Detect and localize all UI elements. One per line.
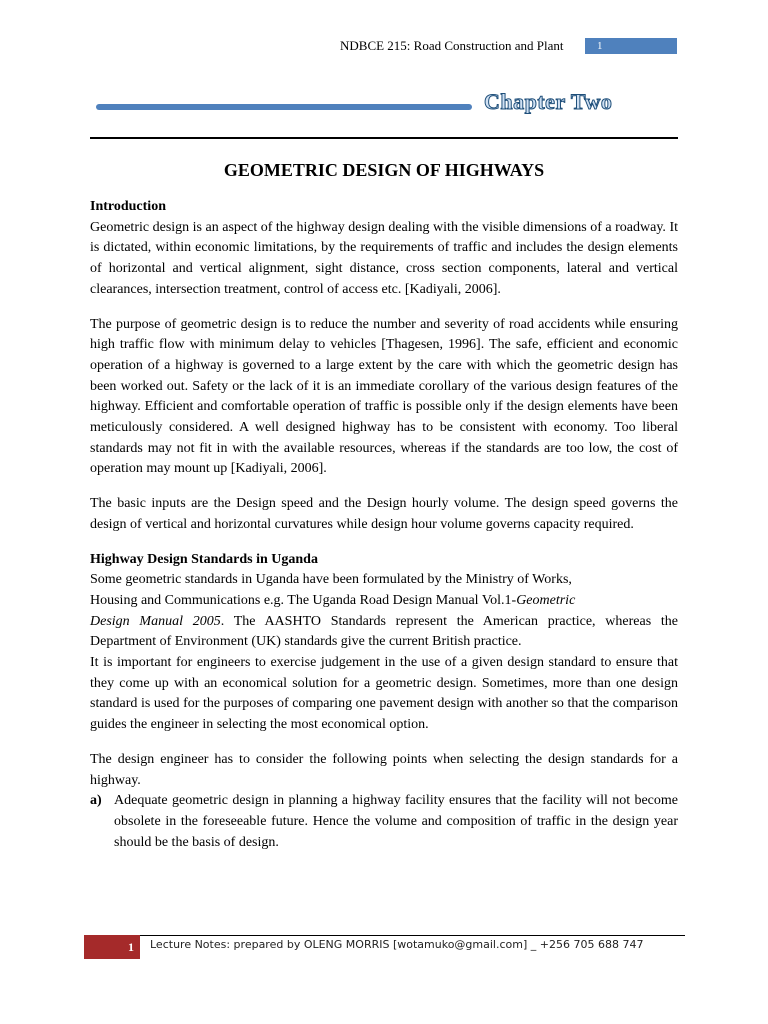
intro-heading: Introduction bbox=[90, 199, 166, 214]
footer-page-number: 1 bbox=[84, 935, 140, 959]
standards-paragraph-2: It is important for engineers to exercise judgement in the use of a given design standard to ensure that they come up with an economical solution for a geometric design. Sometimes, more than one design standard is used for the purposes of comparing one pavement design with another so that the comparison guides the engineer in selecting the most economical option. bbox=[90, 655, 678, 733]
standards-line-1: Some geometric standards in Uganda have been formulated by the Ministry of Works, bbox=[90, 572, 572, 588]
standards-line-3-italic: Design Manual 2005 bbox=[90, 613, 221, 629]
footer-rule bbox=[140, 935, 685, 936]
list-item bbox=[90, 791, 678, 853]
intro-paragraph-1: Geometric design is an aspect of the highway design dealing with the visible dimensions of a roadway. It is dictated, within economic limitations, by the requirements of traffic and includes the design elements of horizontal and vertical alignment, sight distance, cross section components, lateral and vertical clearances, intersection treatment, control of access etc. [Kadiyali, 2006]. bbox=[90, 219, 678, 297]
list-item-label: a) bbox=[90, 793, 102, 809]
page-title: GEOMETRIC DESIGN OF HIGHWAYS bbox=[223, 160, 545, 180]
header-page-number: 1 bbox=[585, 38, 677, 54]
standards-heading: Highway Design Standards in Uganda bbox=[90, 551, 318, 567]
standards-line-2: Housing and Communications e.g. The Uganda Road Design Manual Vol.1- bbox=[90, 592, 517, 608]
chapter-rule bbox=[96, 104, 472, 110]
standards-line-2-italic: Geometric bbox=[516, 592, 576, 608]
standards-line-3: . The AASHTO Standards represent the American practice, whereas the Department of Environment (UK) standards give the current British practice. bbox=[90, 613, 679, 650]
footer-text: Lecture Notes: prepared by OLENG MORRIS [wotamuko@gmail.com] _ +256 705 688 747 bbox=[150, 938, 644, 951]
list-item-text: Adequate geometric design in planning a highway facility ensures that the facility will not become obsolete in the foreseeable future. Hence the volume and composition of traffic in the design year should be the basis of design. bbox=[114, 793, 678, 850]
running-header-title: NDBCE 215: Road Construction and Plant bbox=[340, 38, 564, 53]
standards-paragraph-1 bbox=[90, 570, 678, 653]
intro-paragraph-2: The purpose of geometric design is to reduce the number and severity of road accidents while ensuring high traffic flow with minimum delay to vehicles [Thagesen, 1996]. The safe, efficient and economic operation of a highway is governed to a large extent by the care with which the geometric design has been worked out. Safety or the lack of it is an immediate corollary of the various design features of the highway. Efficient and comfortable operation of traffic is possible only if the design elements have been meticulously considered. A well designed highway has to be consistent with economy. Too liberal standards may not fit in with the available resources, whereas if the standards are too low, the cost of operation may mount up [Kadiyali, 2006]. bbox=[90, 316, 678, 477]
chapter-label: Chapter Two bbox=[484, 89, 613, 114]
intro-paragraph-3: The basic inputs are the Design speed and the Design hourly volume. The design speed governs the design of vertical and horizontal curvatures while design hour volume governs capacity required. bbox=[90, 496, 678, 532]
standards-paragraph-3: The design engineer has to consider the following points when selecting the design standards for a highway. bbox=[90, 751, 678, 788]
document-body bbox=[90, 197, 678, 853]
header-divider bbox=[90, 137, 678, 139]
